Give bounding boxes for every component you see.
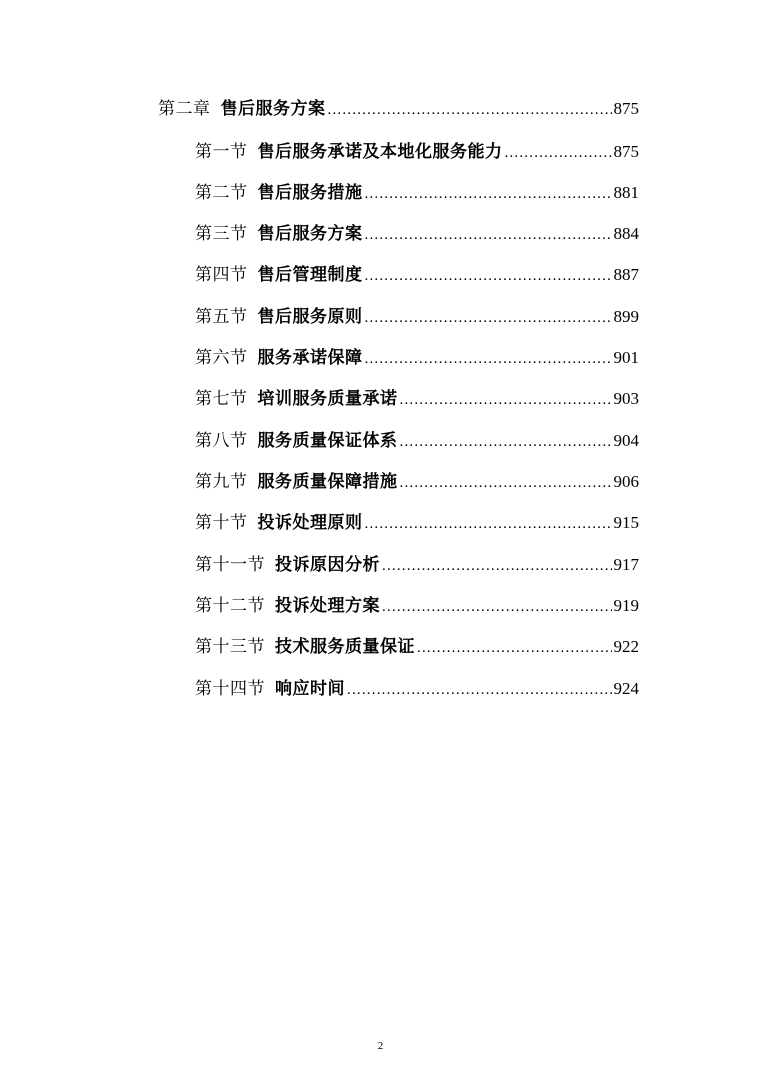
toc-section-entry[interactable]	[195, 141, 639, 163]
toc-section-number: 第十三节	[195, 637, 265, 657]
toc-section-entry[interactable]	[195, 471, 639, 493]
toc-dot-leader	[365, 513, 612, 535]
toc-dot-leader	[347, 679, 612, 701]
toc-dot-leader	[505, 142, 612, 164]
toc-section-title: 服务质量保证体系	[257, 431, 398, 451]
toc-section-page: 887	[613, 265, 639, 284]
toc-section-number: 第九节	[195, 472, 248, 492]
toc-section-title: 售后服务措施	[257, 183, 363, 203]
toc-section-title: 培训服务质量承诺	[257, 389, 398, 409]
toc-section-title: 售后服务承诺及本地化服务能力	[257, 142, 503, 162]
toc-section-title: 售后管理制度	[257, 265, 363, 285]
toc-section-page: 884	[613, 224, 639, 243]
toc-section-title: 服务质量保障措施	[257, 472, 398, 492]
toc-dot-leader	[400, 431, 612, 453]
toc-section-entry[interactable]	[195, 264, 639, 286]
toc-section-number: 第二节	[195, 183, 248, 203]
toc-dot-leader	[365, 265, 612, 287]
toc-section-page: 915	[613, 513, 639, 532]
toc-section-page: 917	[613, 555, 639, 574]
toc-dot-leader	[365, 307, 612, 329]
toc-section-title: 响应时间	[275, 679, 345, 699]
toc-section-number: 第四节	[195, 265, 248, 285]
toc-section-title: 技术服务质量保证	[275, 637, 415, 657]
toc-dot-leader	[417, 637, 612, 659]
toc-section-entry[interactable]	[195, 388, 639, 410]
toc-section-page: 922	[613, 637, 639, 656]
toc-section-title: 投诉原因分析	[275, 555, 380, 575]
toc-section-number: 第八节	[195, 431, 248, 451]
toc-dot-leader	[365, 224, 612, 246]
toc-dot-leader	[365, 183, 612, 205]
toc-section-number: 第十二节	[195, 596, 265, 616]
toc-section-title: 投诉处理原则	[257, 513, 363, 533]
toc-chapter-number: 第二章	[158, 99, 211, 119]
toc-dot-leader	[400, 472, 612, 494]
toc-section-number: 第七节	[195, 389, 248, 409]
toc-section-page: 906	[613, 472, 639, 491]
toc-section-number: 第三节	[195, 224, 248, 244]
toc-section-entry[interactable]	[195, 347, 639, 369]
toc-section-title: 售后服务原则	[257, 307, 363, 327]
toc-section-entry[interactable]	[195, 512, 639, 534]
toc-section-entry[interactable]	[195, 182, 639, 204]
toc-section-page: 903	[613, 389, 639, 408]
toc-chapter-page: 875	[613, 99, 639, 118]
toc-section-entry[interactable]	[195, 430, 639, 452]
toc-section-entry[interactable]	[195, 306, 639, 328]
toc-dot-leader	[365, 348, 612, 370]
toc-section-entry[interactable]	[195, 554, 639, 576]
toc-section-page: 919	[613, 596, 639, 615]
toc-section-page: 901	[613, 348, 639, 367]
toc-section-entry[interactable]	[195, 636, 639, 658]
toc-section-page: 924	[613, 679, 639, 698]
toc-section-title: 售后服务方案	[257, 224, 363, 244]
toc-section-number: 第五节	[195, 307, 248, 327]
toc-section-title: 服务承诺保障	[257, 348, 363, 368]
toc-section-title: 投诉处理方案	[275, 596, 380, 616]
toc-dot-leader	[328, 99, 612, 121]
toc-dot-leader	[382, 555, 612, 577]
toc-section-page: 881	[613, 183, 639, 202]
toc-dot-leader	[382, 596, 612, 618]
toc-section-page: 904	[613, 431, 639, 450]
toc-section-entry[interactable]	[195, 678, 639, 700]
toc-dot-leader	[400, 389, 612, 411]
toc-section-number: 第六节	[195, 348, 248, 368]
toc-chapter-entry[interactable]	[158, 98, 639, 120]
toc-section-number: 第十一节	[195, 555, 265, 575]
toc-section-entry[interactable]	[195, 223, 639, 245]
page-number: 2	[377, 1040, 384, 1052]
toc-section-number: 第十节	[195, 513, 248, 533]
toc-chapter-title: 售后服务方案	[220, 99, 326, 119]
toc-section-page: 899	[613, 307, 639, 326]
toc-section-number: 第一节	[195, 142, 248, 162]
toc-section-number: 第十四节	[195, 679, 265, 699]
toc-section-page: 875	[613, 142, 639, 161]
toc-section-entry[interactable]	[195, 595, 639, 617]
